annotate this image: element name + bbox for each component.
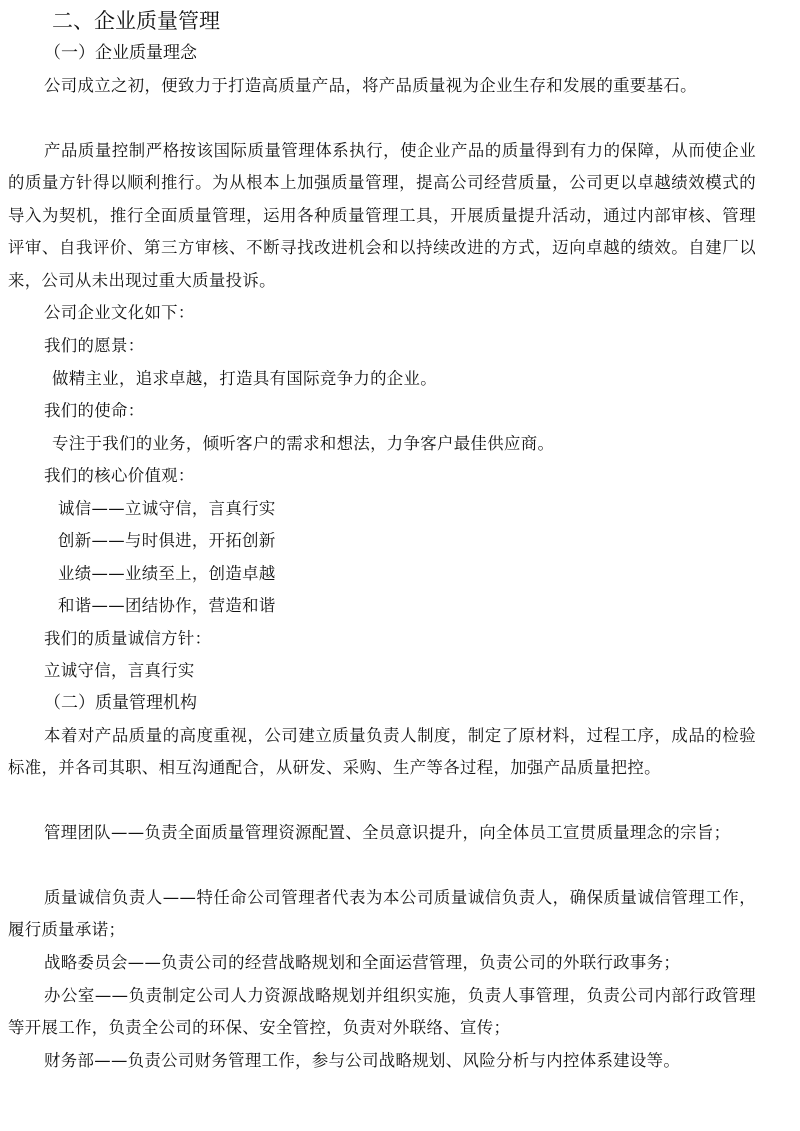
quality-policy-label: 我们的质量诚信方针： [44,629,212,648]
mission-text: 专注于我们的业务，倾听客户的需求和想法，力争客户最佳供应商。 [52,434,555,453]
culture-intro: 公司企业文化如下： [44,303,195,322]
paragraph-strategy-committee: 战略委员会——负责公司的经营战略规划和全面运营管理，负责公司的外联行政事务； [44,953,681,972]
core-value-harmony: 和谐——团结协作，营造和谐 [58,596,276,615]
paragraph-quality-system: 产品质量控制严格按该国际质量管理体系执行，使企业产品的质量得到有力的保障，从而使企业的质量方针得以顺利推行。为从根本上加强质量管理，提高公司经营质量，公司更以卓越绩效模式的导入为契机，推行全面质量管理，运用各种质量管理工具，开展质量提升活动，通过内部审核、管理评审、自我评价、第三方审核、不断寻找改进机会和以持续改进的方式，迈向卓越的绩效。自建厂以来，公司从未出现过重大质量投诉。 [8,141,756,290]
vision-text: 做精主业，追求卓越，打造具有国际竞争力的企业。 [52,369,438,388]
core-value-integrity: 诚信——立诚守信，言真行实 [58,499,276,518]
section-title: 二、企业质量管理 [52,9,220,33]
core-value-performance: 业绩——业绩至上，创造卓越 [58,564,276,583]
subsection-title-quality-concept: （一）企业质量理念 [44,43,197,63]
paragraph-management-team: 管理团队——负责全面质量管理资源配置、全员意识提升，向全体员工宣贯质量理念的宗旨； [44,823,731,842]
mission-label: 我们的使命： [44,401,145,420]
paragraph-finance-department: 财务部——负责公司财务管理工作，参与公司战略规划、风险分析与内控体系建设等。 [44,1051,681,1070]
core-values-label: 我们的核心价值观： [44,466,195,485]
core-value-innovation: 创新——与时俱进，开拓创新 [58,531,276,550]
paragraph-founding-commitment: 公司成立之初，便致力于打造高质量产品，将产品质量视为企业生存和发展的重要基石。 [44,76,697,95]
paragraph-quality-responsibility: 本着对产品质量的高度重视，公司建立质量负责人制度，制定了原材料，过程工序，成品的检验标准，并各司其职、相互沟通配合，从研发、采购、生产等各过程，加强产品质量把控。 [8,726,756,778]
subsection-title-quality-organization: （二）质量管理机构 [44,693,197,713]
paragraph-office: 办公室——负责制定公司人力资源战略规划并组织实施，负责人事管理，负责公司内部行政管理等开展工作，负责全公司的环保、安全管控，负责对外联络、宣传； [8,986,756,1038]
paragraph-integrity-officer: 质量诚信负责人——特任命公司管理者代表为本公司质量诚信负责人，确保质量诚信管理工作，履行质量承诺； [8,888,756,940]
vision-label: 我们的愿景： [44,336,145,355]
quality-policy-text: 立诚守信，言真行实 [44,661,195,680]
